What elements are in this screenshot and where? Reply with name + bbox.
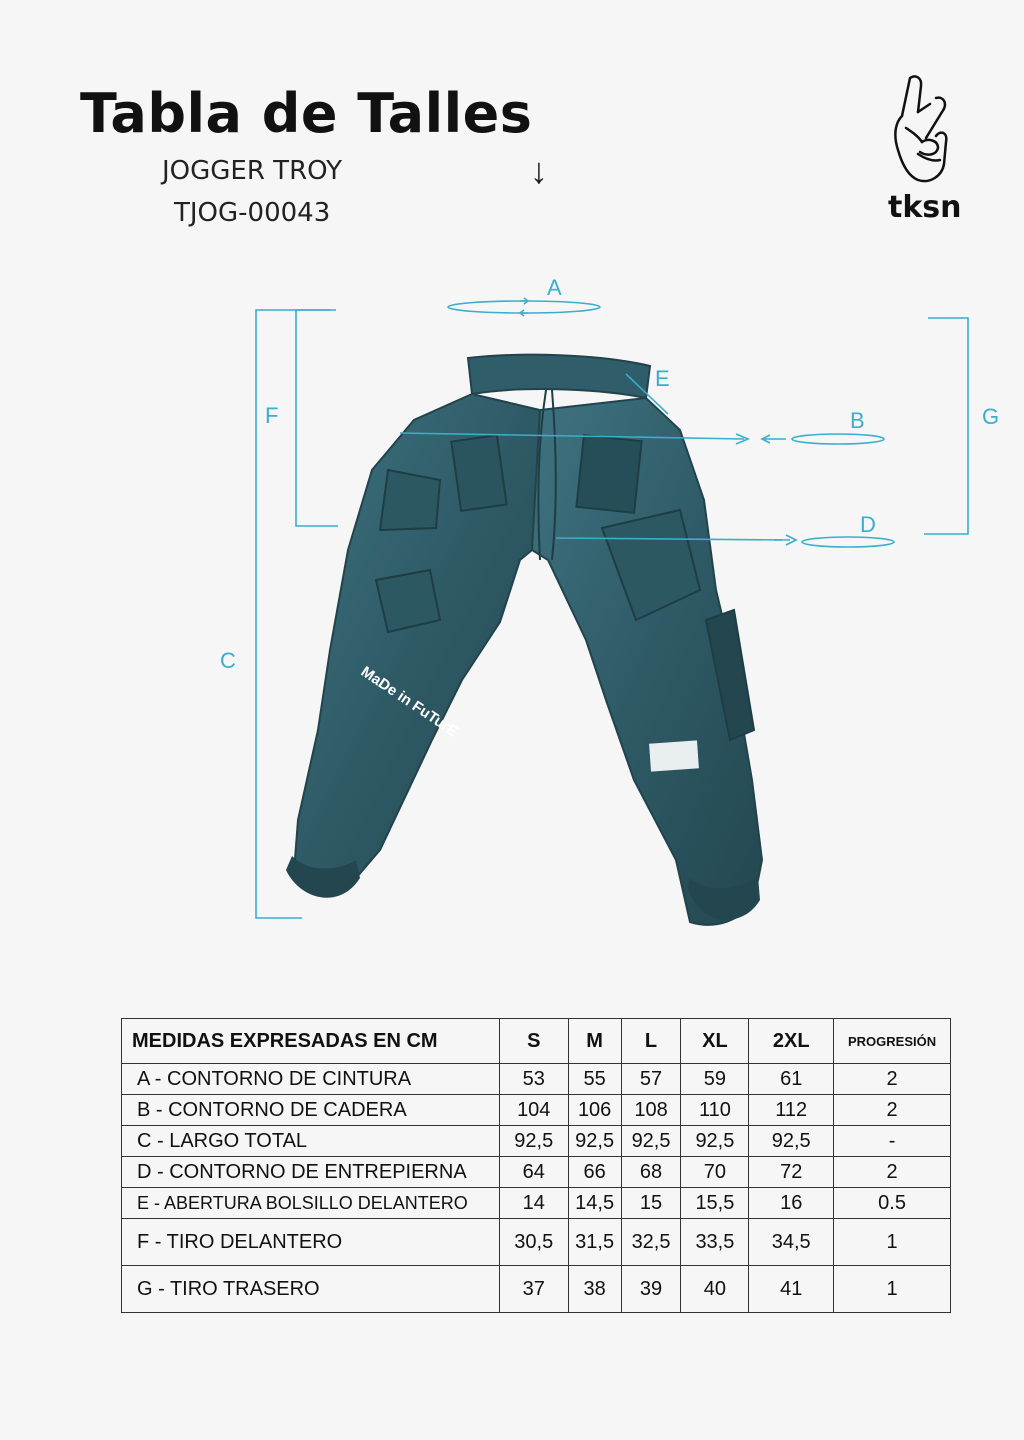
header-progression: PROGRESIÓN (834, 1019, 951, 1064)
row-desc: C - LARGO TOTAL (122, 1126, 500, 1157)
cell-progression: 2 (834, 1157, 951, 1188)
page-title: Tabla de Talles (80, 82, 533, 145)
row-desc: D - CONTORNO DE ENTREPIERNA (122, 1157, 500, 1188)
measure-label-c: C (220, 648, 236, 673)
header-size-2xl: 2XL (749, 1019, 834, 1064)
header-size-l: L (621, 1019, 681, 1064)
cell-2xl: 92,5 (749, 1126, 834, 1157)
cell-l: 92,5 (621, 1126, 681, 1157)
row-desc: F - TIRO DELANTERO (122, 1219, 500, 1266)
cell-m: 66 (568, 1157, 621, 1188)
table-row (122, 1095, 951, 1126)
cell-m: 55 (568, 1064, 621, 1095)
brand-name: tksn (888, 190, 962, 225)
header-size-xl: XL (681, 1019, 749, 1064)
cell-m: 14,5 (568, 1188, 621, 1219)
measure-label-g: G (982, 404, 1000, 429)
cell-s: 14 (499, 1188, 568, 1219)
row-desc: B - CONTORNO DE CADERA (122, 1095, 500, 1126)
jogger-pants (286, 355, 762, 925)
cell-progression: 1 (834, 1219, 951, 1266)
cell-2xl: 61 (749, 1064, 834, 1095)
product-code: TJOG-00043 (174, 198, 331, 228)
cell-l: 39 (621, 1266, 681, 1313)
down-arrow-icon: ↓ (530, 150, 548, 191)
cell-s: 92,5 (499, 1126, 568, 1157)
cell-progression: 1 (834, 1266, 951, 1313)
table-row (122, 1126, 951, 1157)
table-row (122, 1219, 951, 1266)
cell-xl: 110 (681, 1095, 749, 1126)
cell-xl: 59 (681, 1064, 749, 1095)
cell-2xl: 34,5 (749, 1219, 834, 1266)
header-size-s: S (499, 1019, 568, 1064)
table-row (122, 1064, 951, 1095)
cell-progression: 0.5 (834, 1188, 951, 1219)
cell-l: 108 (621, 1095, 681, 1126)
cell-m: 106 (568, 1095, 621, 1126)
cell-2xl: 41 (749, 1266, 834, 1313)
cell-progression: 2 (834, 1064, 951, 1095)
measure-label-d: D (860, 512, 876, 537)
cell-m: 31,5 (568, 1219, 621, 1266)
row-desc: A - CONTORNO DE CINTURA (122, 1064, 500, 1095)
measure-label-b: B (850, 408, 865, 433)
cell-m: 38 (568, 1266, 621, 1313)
cell-xl: 15,5 (681, 1188, 749, 1219)
measure-label-e: E (655, 366, 670, 391)
product-name: JOGGER TROY (162, 156, 343, 186)
cell-s: 104 (499, 1095, 568, 1126)
crossed-fingers-logo-icon (888, 72, 958, 190)
cell-m: 92,5 (568, 1126, 621, 1157)
garment-print-text: MaDe in FuTurE (357, 663, 462, 741)
header-desc: MEDIDAS EXPRESADAS EN CM (122, 1019, 500, 1064)
size-chart-table (121, 1018, 951, 1313)
cell-progression: - (834, 1126, 951, 1157)
cell-xl: 92,5 (681, 1126, 749, 1157)
measure-label-f: F (265, 403, 279, 428)
row-desc: E - ABERTURA BOLSILLO DELANTERO (122, 1188, 500, 1219)
cell-s: 37 (499, 1266, 568, 1313)
cell-xl: 70 (681, 1157, 749, 1188)
cell-2xl: 16 (749, 1188, 834, 1219)
cell-xl: 40 (681, 1266, 749, 1313)
cell-s: 53 (499, 1064, 568, 1095)
header-size-m: M (568, 1019, 621, 1064)
row-desc: G - TIRO TRASERO (122, 1266, 500, 1313)
garment-diagram (0, 260, 1024, 960)
measure-label-a: A (547, 275, 562, 300)
cell-l: 68 (621, 1157, 681, 1188)
cell-l: 32,5 (621, 1219, 681, 1266)
cell-2xl: 112 (749, 1095, 834, 1126)
cell-2xl: 72 (749, 1157, 834, 1188)
cell-s: 64 (499, 1157, 568, 1188)
cell-l: 15 (621, 1188, 681, 1219)
table-header-row (122, 1019, 951, 1064)
cell-progression: 2 (834, 1095, 951, 1126)
cell-s: 30,5 (499, 1219, 568, 1266)
table-row (122, 1188, 951, 1219)
cell-l: 57 (621, 1064, 681, 1095)
cell-xl: 33,5 (681, 1219, 749, 1266)
table-row (122, 1157, 951, 1188)
table-row (122, 1266, 951, 1313)
